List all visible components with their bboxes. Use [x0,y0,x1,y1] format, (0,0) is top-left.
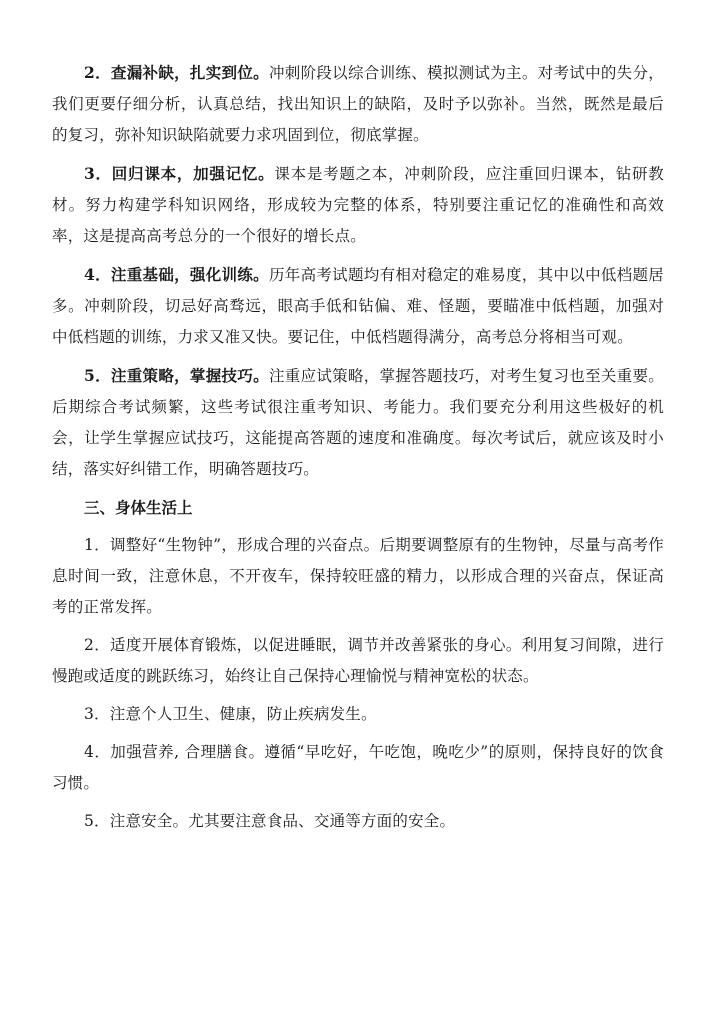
life-item-4: 4．加强营养, 合理膳食。遵循“早吃好，午吃饱，晚吃少”的原则，保持良好的饮食习惯。 [52,743,664,792]
life-item-3: 3．注意个人卫生、健康，防止疾病发生。 [84,705,377,723]
study-item-body: 冲刺阶段以综合训练、模拟测试为主。对考试中的失分，我们更要仔细分析，认真总结，找出知识上的缺陷，及时予以弥补。当然，既然是最后的复习，弥补知识缺陷就要力求巩固到位，彻底掌握。 [52,64,664,144]
study-item-heading: 5．注重策略，掌握技巧。 [84,366,269,385]
study-item-heading: 2．查漏补缺，扎实到位。 [84,63,269,82]
study-item-5 [52,360,664,485]
study-item-body: 注重应试策略，掌握答题技巧，对考生复习也至关重要。后期综合考试频繁，这些考试很注重考知识、考能力。我们要充分利用这些极好的机会，让学生掌握应试技巧，这能提高答题的速度和准确度。每次考试后，就应该及时小结，落实好纠错工作，明确答题技巧。 [52,367,664,478]
document-page [52,57,664,844]
life-item-2: 2．适度开展体育锻炼，以促进睡眠，调节并改善紧张的身心。利用复习间隙，进行慢跑或适度的跳跃练习，始终让自己保持心理愉悦与精神宽松的状态。 [52,636,664,685]
study-item-4 [52,259,664,353]
section-title-physical-life: 三、身体生活上 [84,498,193,517]
study-item-2 [52,57,664,151]
study-item-3 [52,158,664,252]
study-item-body: 历年高考试题均有相对稳定的难易度，其中以中低档题居多。冲刺阶段，切忌好高骛远，眼高手低和钻偏、难、怪题，要瞄准中低档题，加强对中低档题的训练，力求又准又快。要记住，中低档题得满分，高考总分将相当可观。 [52,266,664,346]
study-item-body: 课本是考题之本，冲刺阶段，应注重回归课本，钻研教材。努力构建学科知识网络，形成较为完整的体系，特别要注重记忆的准确性和高效率，这是提高高考总分的一个很好的增长点。 [52,165,664,245]
study-item-heading: 4．注重基础，强化训练。 [84,265,269,284]
life-item-1: 1．调整好“生物钟”，形成合理的兴奋点。后期要调整原有的生物钟，尽量与高考作息时间一致，注意休息，不开夜车，保持较旺盛的精力，以形成合理的兴奋点，保证高考的正常发挥。 [52,536,664,616]
study-item-heading: 3．回归课本，加强记忆。 [84,164,275,183]
life-item-5: 5．注意安全。尤其要注意食品、交通等方面的安全。 [84,812,456,830]
